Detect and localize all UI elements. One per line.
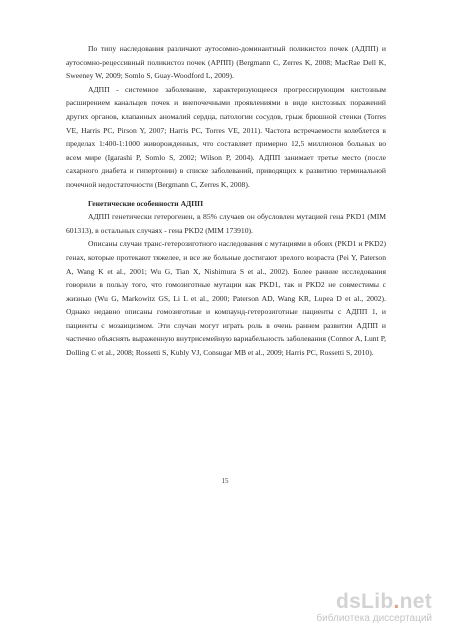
page-number: 15 — [221, 477, 229, 485]
section-heading: Генетические особенности АДПП — [88, 198, 204, 208]
paragraph-adpp-definition: АДПП - системное заболевание, характеризующееся прогрессирующим кистозным расширением канальцев почек и внепочечными проявлениями в виде кистозных поражений других органов, клапанных аномалий сердца, патологии сосудов, грыж брюшной стенки (Torres VE, Harris PC, Pirson Y, 2007; Harris PC, Torres VE, 2011). Частота встречаемости колеблется в пределах 1:400-1:1000 живорожденных, что составляет примерно 12,5 миллионов больных во всем мире (Igarashi P, Somlo S, 2002; Wilson P, 2004). АДПП занимает третье место (после сахарного диабета и гипертонии) в списке заболеваний, приводящих к развитию терминальной почечной недостаточности (Bergmann C, Zerres K, 2008). — [66, 84, 386, 189]
watermark-logo-tld: net — [399, 590, 432, 613]
watermark-logo — [302, 591, 432, 625]
body-text — [66, 42, 386, 360]
watermark-logo-text — [302, 591, 432, 613]
watermark-logo-dot: . — [393, 590, 400, 613]
paragraph-trans-heterozygous: Описаны случаи транс-гетерозиготного наследования с мутациями в обоих (PKD1 и PKD2) генах, которые протекают тяжелее, и все же больные достигают зрелого возраста (Pei Y, Paterson A, Wang K et al., 2001; Wu G, Tian X, Nishimura S et al., 2002). Более ранние исследования говорили в пользу того, что гомозиготные мутации как PKD1, так и PKD2 не совместимы с жизнью (Wu G, Markowitz GS, Li L et al., 2000; Paterson AD, Wang KR, Lupea D et al., 2002). Однако недавно описаны гомозиготные и компаунд-гетерозиготные пациенты с АДПП 1, и пациенты с мозаицизмом. Эти случаи могут играть роль в очень раннем развитии АДПП и частично объяснять выраженную внутрисемейную вариабельность заболевания (Connor A, Lunt P, Dolling C et al., 2008; Rossetti S, Kubly VJ, Consugar MB et al., 2009; Harris PC, Rossetti S, 2010). — [66, 239, 386, 358]
watermark-tagline: библиотека диссертаций — [316, 613, 432, 624]
paragraph-genetic-heterogeneity: АДПП генетически гетерогенен, в 85% случаев он обусловлен мутацией гена PKD1 (MIM 601313), в остальных случаях - гена PKD2 (MIM 173910). — [66, 212, 386, 235]
watermark-logo-main: dsLib — [335, 590, 394, 613]
paragraph-inheritance-types: По типу наследования различают аутосомно-доминантный поликистоз почек (АДПП) и аутосомно-рецессивный поликистоз почек (АРПП) (Bergmann C, Zerres K, 2008; MacRae Dell K, Sweeney W, 2009; Somlo S, Guay-Woodford L, 2009). — [66, 44, 386, 81]
